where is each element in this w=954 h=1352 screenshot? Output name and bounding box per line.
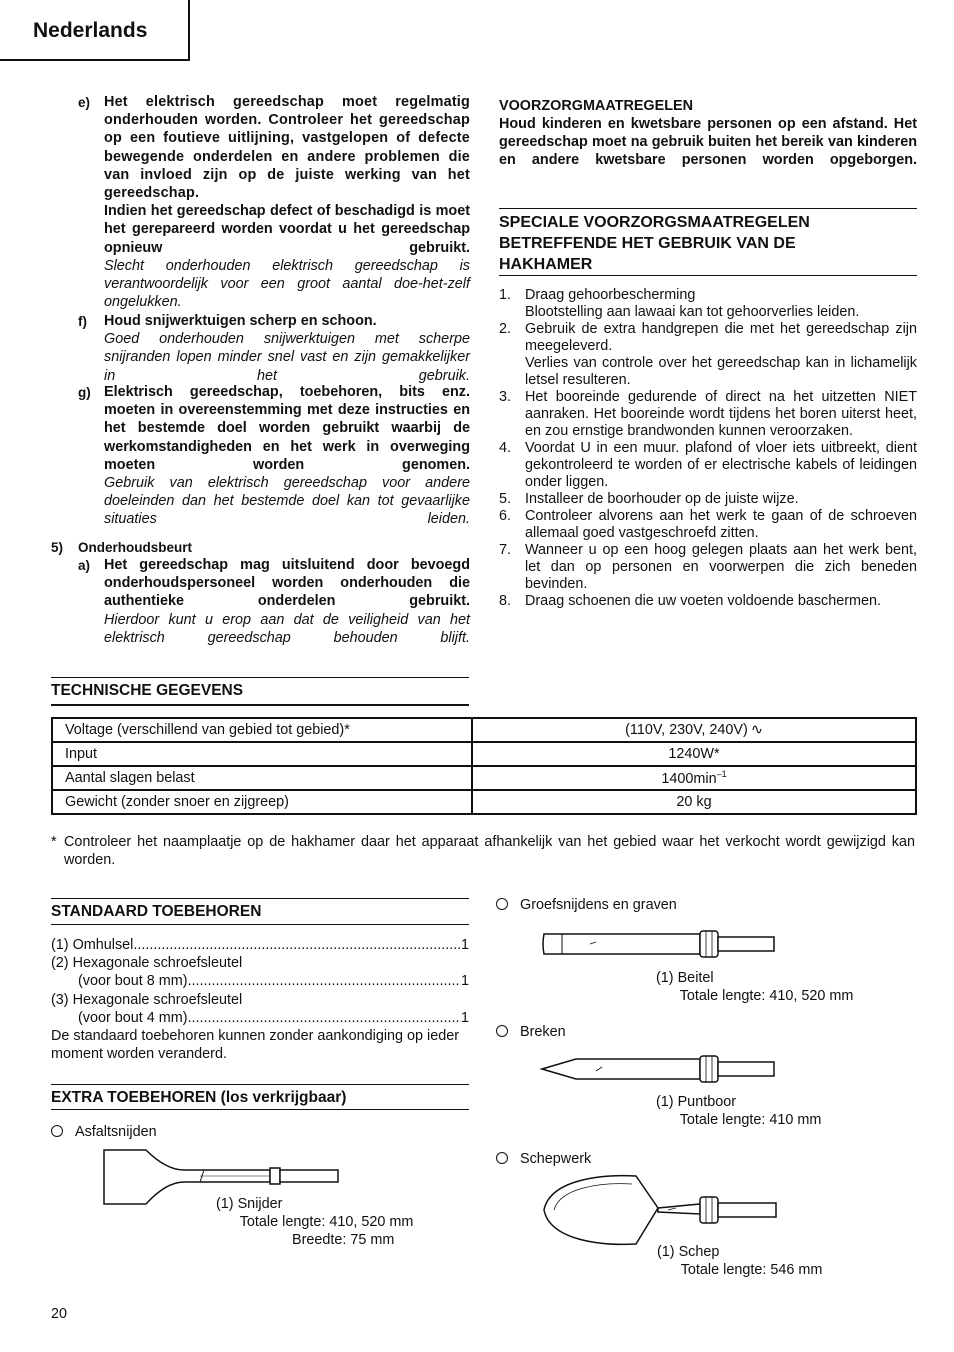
specs-top-rule (51, 677, 469, 678)
special-item-body (525, 321, 917, 389)
section-5-label: 5) (51, 540, 64, 555)
special-item-text: Installeer de boorhouder op de juiste wijze. (525, 491, 799, 507)
special-top-rule (499, 208, 917, 209)
spec-note: Controleer het naamplaatje op de hakhamer daar het apparaat afhankelijk van het gebied waar het verkocht wordt gewijzigd kan worden. (64, 834, 915, 869)
shovel-label: Schepwerk (520, 1151, 592, 1167)
item-g-bold: Elektrisch gereedschap, toebehoren, bits enz. moeten in overeenstemming met deze instructies en het bestemde doel worden gebruikt waarbij de werkomstandigheden en het werk in overweging moeten worden genomen. (104, 384, 470, 473)
item-5a-bold: Het gereedschap mag uitsluitend door bevoegd onderhoudspersoneel worden onderhouden die authentieke onderdelen gebruikt. (104, 557, 470, 610)
spec-label: Gewicht (zonder snoer en zijgreep) (52, 790, 472, 814)
special-item-body (525, 389, 917, 440)
asphalt-option (51, 1123, 157, 1141)
special-item (499, 389, 917, 440)
special-item (499, 321, 917, 389)
standard-top-rule (51, 898, 469, 899)
language-tab (0, 0, 190, 61)
spec-value-text: 1400min (661, 770, 717, 787)
special-list (499, 287, 917, 610)
special-item (499, 542, 917, 593)
spec-label: Input (52, 742, 472, 766)
spec-value (472, 718, 916, 742)
special-title: SPECIALE VOORZORGSMAATREGELEN BETREFFENDE HET GEBRUIK VAN DE HAKHAMER (499, 214, 810, 273)
precautions-body: Houd kinderen en kwetsbare personen op een afstand. Het gereedschap moet na gebruik buiten het bereik van kinderen en andere kwetsbare personen worden opgeborgen. (499, 116, 917, 169)
groove-caption: (1) Beitel Totale lengte: 410, 520 mm (656, 970, 854, 1005)
leader-dots (188, 1009, 461, 1027)
extra-top-rule (51, 1084, 469, 1085)
precautions-title: VOORZORGMAATREGELEN (499, 98, 694, 114)
item-g-italic: Gebruik van elektrisch gereedschap voor andere doeleinden dan het bestemde doel kan tot gevaarlijke situaties leiden. (104, 475, 470, 528)
item-5a-italic: Hierdoor kunt u erop aan dat de veiligheid van het elektrisch gereedschap behouden blijft. (104, 611, 470, 646)
extra-bottom-rule (51, 1109, 469, 1110)
special-item-body (525, 287, 917, 321)
asphalt-caption: (1) Snijder Totale lengte: 410, 520 mm Breedte: 75 mm (216, 1196, 414, 1249)
extra-title: EXTRA TOEBEHOREN (los verkrijgbaar) (51, 1089, 347, 1106)
special-item-number: 5. (499, 491, 512, 507)
radio-circle-icon (496, 898, 508, 910)
break-option (496, 1023, 566, 1041)
leader-dots (188, 972, 461, 990)
spec-table (51, 717, 917, 815)
standard-list (51, 936, 469, 1063)
special-item-number: 4. (499, 440, 512, 456)
special-item-body (525, 542, 917, 593)
break-caption: (1) Puntboor Totale lengte: 410 mm (656, 1094, 822, 1129)
special-item-text: Wanneer u op een hoog gelegen plaats aan het werk bent, let dan op personen en voorwerpen die zich beneden bevinden. (525, 542, 917, 592)
spec-value: 1240W* (472, 742, 916, 766)
standard-bottom-rule (51, 924, 469, 925)
page-number: 20 (51, 1306, 68, 1322)
spec-value: 20 kg (472, 790, 916, 814)
radio-circle-icon (51, 1125, 63, 1137)
special-item-text: Het booreinde gedurende of direct na het uitzetten NIET aanraken. Het booreinde wordt tijdens het boren uiterst heet, en zou ernstige brandwonden kunnen veroorzaken. (525, 389, 917, 439)
special-item-body (525, 508, 917, 542)
standard-item-qty: 1 (460, 937, 469, 953)
special-item-text: Voordat U in een muur. plafond of vloer iets uitbreekt, dient gekontroleerd te worden of er electrische kabels of leidingen onder liggen. (525, 440, 917, 490)
special-item (499, 440, 917, 491)
spec-row (52, 790, 916, 814)
ac-symbol-icon: ∿ (750, 722, 763, 738)
radio-circle-icon (496, 1025, 508, 1037)
break-label: Breken (520, 1024, 566, 1040)
special-item-text: Draag schoenen die uw voeten voldoende baschermen. (525, 593, 882, 609)
item-e-bold-1: Het elektrisch gereedschap moet regelmatig onderhouden worden. Controleer het gereedschap op een foutieve uitlijning, vastgelopen of defecte bewegende onderdelen en andere problemen die van invloed zijn op de juiste werking van het gereedschap. (104, 94, 470, 202)
spec-value-text: (110V, 230V, 240V) (625, 722, 748, 738)
special-item-body (525, 440, 917, 491)
asphalt-label: Asfaltsnijden (75, 1124, 157, 1140)
standard-title: STANDAARD TOEBEHOREN (51, 903, 262, 920)
standard-item (51, 1009, 469, 1027)
item-e-label: e) (78, 95, 91, 110)
special-item (499, 508, 917, 542)
standard-item-sub: (voor bout 8 mm) (78, 973, 188, 990)
special-item-sub: Blootstelling aan lawaai kan tot gehoorverlies leiden. (525, 304, 860, 320)
standard-item-label: (2) Hexagonale schroefsleutel (51, 955, 243, 972)
shovel-option (496, 1150, 591, 1168)
spec-row (52, 718, 916, 742)
standard-item-qty: 1 (460, 973, 469, 990)
groove-option (496, 896, 677, 914)
item-f-italic: Goed onderhouden snijwerktuigen met scherpe snijranden lopen minder snel vast en zijn gemakkelijker in het gebruik. (104, 331, 470, 384)
groove-label: Groefsnijdens en graven (520, 897, 677, 913)
special-item-number: 8. (499, 593, 512, 609)
special-item-number: 7. (499, 542, 512, 558)
item-e-bold-2: Indien het gereedschap defect of beschadigd is moet het gerepareerd worden voordat u het gereedschap opnieuw gebruikt. (104, 203, 470, 256)
special-item (499, 491, 917, 508)
item-f-bold: Houd snijwerktuigen scherp en schoon. (104, 313, 377, 329)
standard-note: De standaard toebehoren kunnen zonder aankondiging op ieder moment worden veranderd. (51, 1028, 460, 1063)
special-item-text: Gebruik de extra handgrepen die met het gereedschap zijn meegeleverd. (525, 321, 917, 354)
spec-note-mark: * (51, 834, 57, 850)
special-item-number: 2. (499, 321, 512, 337)
standard-item-qty: 1 (460, 1009, 469, 1026)
item-5a-label: a) (78, 558, 91, 573)
standard-item-label: (1) Omhulsel (51, 937, 134, 953)
item-g-label: g) (78, 385, 91, 400)
special-item-body (525, 593, 917, 610)
standard-item (51, 972, 469, 990)
spec-value-sup: –1 (716, 769, 727, 780)
standard-item-sub: (voor bout 4 mm) (78, 1009, 188, 1026)
special-item-number: 3. (499, 389, 512, 405)
radio-circle-icon (496, 1152, 508, 1164)
spec-label: Aantal slagen belast (52, 766, 472, 790)
item-e-italic: Slecht onderhouden elektrisch gereedschap is verantwoordelijk voor een groot aantal doe-het-zelf ongelukken. (104, 257, 470, 311)
specs-bottom-rule (51, 704, 469, 706)
special-item-sub: Verlies van controle over het gereedschap kan in lichamelijk letsel resulteren. (525, 355, 917, 388)
special-bottom-rule (499, 275, 917, 276)
section-5-title: Onderhoudsbeurt (78, 540, 192, 555)
special-item-text: Draag gehoorbescherming (525, 287, 696, 303)
spec-row (52, 766, 916, 790)
spec-row (52, 742, 916, 766)
special-item-body (525, 491, 917, 508)
shovel-bit-icon (540, 1170, 785, 1250)
shovel-caption: (1) Schep Totale lengte: 546 mm (657, 1244, 823, 1279)
specs-title: TECHNISCHE GEGEVENS (51, 682, 244, 699)
special-item (499, 287, 917, 321)
leader-dots (133, 936, 461, 954)
special-item-number: 6. (499, 508, 512, 524)
special-item-text: Controleer alvorens aan het werk te gaan of de schroeven allemaal goed vastgeschroefd zitten. (525, 508, 917, 541)
spec-label: Voltage (verschillend van gebied tot gebied)* (52, 718, 472, 742)
special-item-number: 1. (499, 287, 512, 303)
item-f-label: f) (78, 314, 87, 329)
standard-item-label: (3) Hexagonale schroefsleutel (51, 991, 243, 1008)
special-item (499, 593, 917, 610)
point-bit-icon (540, 1053, 780, 1085)
spec-value (472, 766, 916, 790)
language-label: Nederlands (33, 19, 148, 42)
chisel-bit-icon (540, 928, 780, 960)
standard-item (51, 936, 469, 954)
